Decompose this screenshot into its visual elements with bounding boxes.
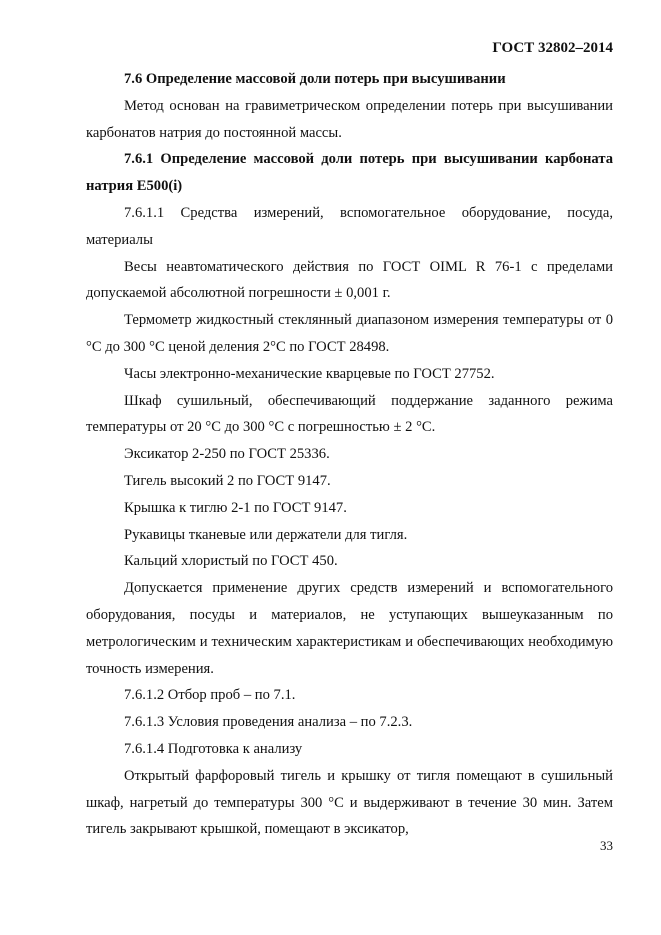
page-number: 33: [600, 838, 613, 853]
paragraph: Метод основан на гравиметрическом определении потерь при высушивании карбонатов натрия до постоянной массы.: [86, 97, 613, 141]
paragraph: 7.6.1.3 Условия проведения анализа – по 7.2.3.: [124, 714, 413, 731]
section-heading: 7.6 Определение массовой доли потерь при высушивании: [124, 71, 506, 87]
paragraph: 7.6.1.2 Отбор проб – по 7.1.: [124, 687, 296, 704]
paragraph: 7.6.1.1 Средства измерений, вспомогательное оборудование, посуда, материалы: [86, 204, 613, 248]
paragraph: Крышка к тиглю 2-1 по ГОСТ 9147.: [124, 499, 347, 516]
paragraph: Шкаф сушильный, обеспечивающий поддержание заданного режима температуры от 20 °С до 300 °С с погрешностью ± 2 °С.: [86, 392, 613, 436]
paragraph: Эксикатор 2-250 по ГОСТ 25336.: [124, 446, 330, 463]
paragraph: Тигель высокий 2 по ГОСТ 9147.: [124, 472, 331, 489]
paragraph: Открытый фарфоровый тигель и крышку от тигля помещают в сушильный шкаф, нагретый до температуры 300 °С и выдерживают в течение 30 мин. Затем тигель закрывают крышкой, помещают в эксикатор,: [86, 767, 613, 838]
paragraph: 7.6.1.4 Подготовка к анализу: [124, 740, 303, 757]
paragraph: Весы неавтоматического действия по ГОСТ OIML R 76-1 с пределами допускаемой абсолютной погрешности ± 0,001 г.: [86, 258, 613, 302]
paragraph: Термометр жидкостный стеклянный диапазоном измерения температуры от 0 °С до 300 °С ценой деления 2°С по ГОСТ 28498.: [86, 312, 613, 355]
paragraph: Часы электронно-механические кварцевые по ГОСТ 27752.: [124, 365, 495, 382]
paragraph: Рукавицы тканевые или держатели для тигля.: [124, 526, 408, 543]
standard-header: ГОСТ 32802–2014: [492, 40, 613, 56]
paragraph: Допускается применение других средств измерений и вспомогательного оборудования, посуды и материалов, не уступающих вышеуказанным по метрологическим и техническим характеристикам и обеспечивающих необходимую точность измерения.: [86, 580, 613, 677]
paragraph: Кальций хлористый по ГОСТ 450.: [124, 553, 338, 570]
subsection-heading: 7.6.1 Определение массовой доли потерь при высушивании карбоната натрия Е500(i): [86, 151, 613, 195]
body-text: [86, 66, 613, 843]
